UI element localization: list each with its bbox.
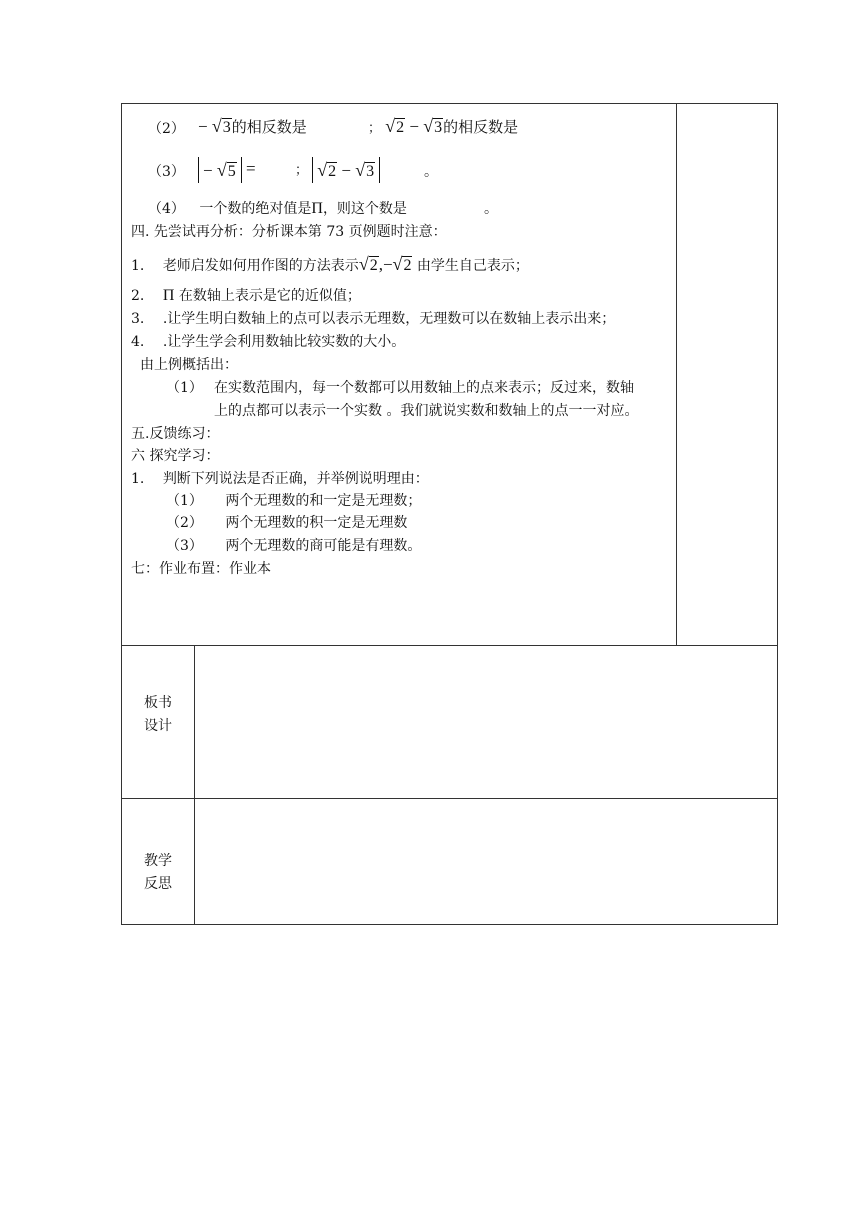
minus-sign: − [198, 117, 208, 136]
question-3-expr [198, 157, 256, 183]
separator: ； [368, 120, 382, 135]
section-4-heading: 四. 先尝试再分析：分析课本第 73 页例题时注意： [131, 224, 447, 240]
question-2-expr [198, 117, 307, 137]
item-3-number: 3. [131, 311, 145, 327]
board-label-line-2: 设计 [144, 718, 172, 734]
judge-item-2-text: 两个无理数的积一定是无理数 [225, 515, 408, 531]
judge-prompt [131, 470, 429, 488]
item-2 [131, 287, 361, 305]
item-2-number: 2. [131, 288, 145, 304]
question-4-text-1: 一个数的绝对值是 [199, 201, 312, 217]
question-4-number: （4） [148, 201, 185, 217]
sqrt-3-b: √3 [423, 116, 443, 136]
table-border-bottom [121, 924, 778, 925]
table-border-left [121, 103, 122, 925]
label-column-divider [194, 645, 195, 925]
question-3-expr-2 [295, 157, 380, 183]
minus-operator: − [409, 117, 419, 136]
pi-symbol: Π [311, 200, 323, 217]
board-label-line-1: 板书 [144, 695, 172, 711]
question-3-end: 。 [424, 164, 438, 180]
judge-text: 判断下列说法是否正确，并举例说明理由： [162, 471, 429, 487]
summary-item-line-1: 在实数范围内，每一个数都可以用数轴上的点来表示；反过来，数轴 [214, 380, 634, 396]
item-1-number: 1. [131, 258, 145, 274]
absolute-value-1: − √5 [198, 157, 242, 183]
judge-item-1-text: 两个无理数的和一定是无理数； [225, 493, 422, 509]
judge-item-2 [166, 514, 407, 532]
section-6-heading: 六 探究学习： [131, 448, 220, 464]
question-4 [148, 200, 407, 218]
question-2 [148, 120, 185, 138]
item-1-text-1: 老师启发如何用作图的方法表示 [162, 258, 359, 274]
item-4-number: 4. [131, 334, 145, 350]
judge-number: 1. [131, 471, 145, 487]
judge-item-1 [166, 492, 421, 510]
table-border-top [121, 103, 778, 104]
board-design-label [123, 692, 193, 738]
question-2-text-2: 的相反数是 [443, 118, 519, 136]
equals-sign: = [245, 158, 256, 178]
item-1-math: √2,−√2 [358, 254, 412, 274]
separator: ； [295, 161, 309, 177]
sqrt-2: √2 [385, 116, 405, 136]
judge-item-1-number: （1） [166, 493, 203, 509]
judge-item-2-number: （2） [166, 515, 203, 531]
question-4-end: 。 [484, 201, 498, 217]
question-2-number: （2） [148, 121, 185, 137]
item-3 [131, 310, 615, 328]
summary-item-number: （1） [166, 380, 203, 396]
question-3-number: （3） [148, 164, 185, 180]
judge-item-3 [166, 537, 421, 555]
reflection-label-line-2: 反思 [144, 876, 172, 892]
summary-item-line-2: 上的点都可以表示一个实数 。我们就说实数和数轴上的点一一对应。 [214, 403, 639, 419]
reflection-label-line-1: 教学 [144, 853, 172, 869]
judge-item-3-text: 两个无理数的商可能是有理数。 [225, 538, 422, 554]
pi-symbol: Π [162, 287, 175, 304]
item-2-text: 在数轴上表示是它的近似值； [178, 288, 361, 304]
question-4-text-2: ，则这个数是 [322, 201, 407, 217]
item-1 [131, 255, 529, 275]
table-border-right [777, 103, 778, 925]
item-1-text-2: 由学生自己表示； [416, 258, 529, 274]
reflection-label [123, 850, 193, 896]
question-2-expr-2 [368, 117, 518, 137]
summary-heading: 由上例概括出： [140, 357, 238, 373]
row-divider-1 [121, 645, 778, 646]
item-4-text: .让学生学会利用数轴比较实数的大小。 [162, 334, 406, 350]
section-7-heading: 七：作业布置：作业本 [131, 561, 271, 577]
sqrt-3: √3 [211, 116, 231, 136]
section-5-heading: 五.反馈练习： [131, 426, 220, 442]
notes-column-divider [676, 103, 677, 646]
question-2-text-1: 的相反数是 [231, 118, 307, 136]
judge-item-3-number: （3） [166, 538, 203, 554]
row-divider-2 [121, 798, 778, 799]
item-4 [131, 333, 405, 351]
absolute-value-2: √2 − √3 [312, 157, 380, 183]
item-3-text: .让学生明白数轴上的点可以表示无理数，无理数可以在数轴上表示出来； [162, 311, 616, 327]
